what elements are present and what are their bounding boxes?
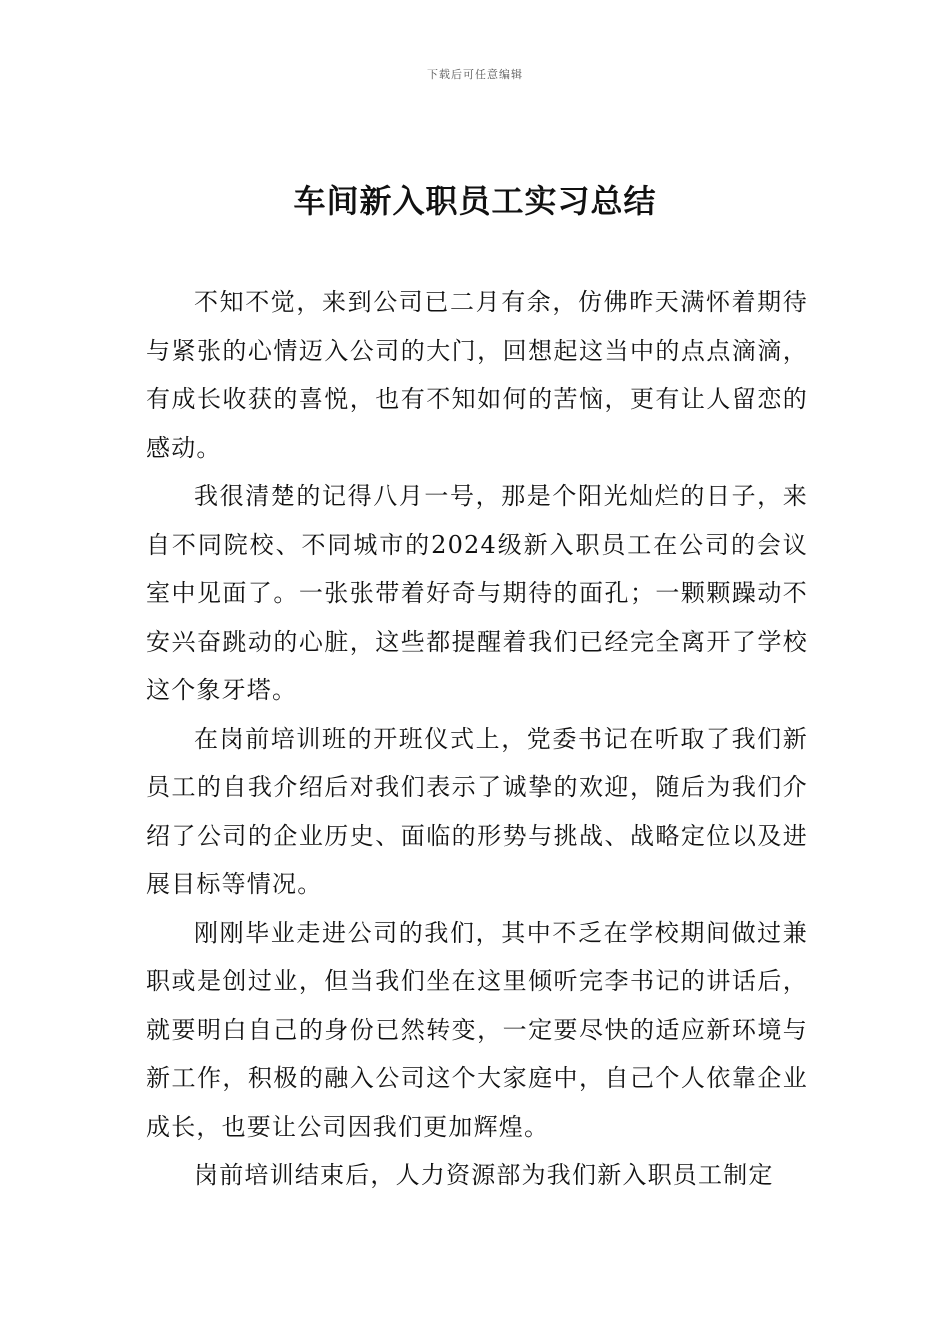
- paragraph-1: 不知不觉，来到公司已二月有余，仿佛昨天满怀着期待与紧张的心情迈入公司的大门，回想起这当中的点点滴滴，有成长收获的喜悦，也有不知如何的苦恼，更有让人留恋的感动。: [146, 288, 808, 462]
- document-body: [146, 278, 808, 1200]
- paragraph-4: 刚刚毕业走进公司的我们，其中不乏在学校期间做过兼职或是创过业，但当我们坐在这里倾听完李书记的讲话后，就要明白自己的身份已然转变，一定要尽快的适应新环境与新工作，积极的融入公司这个大家庭中，自己个人依靠企业成长，也要让公司因我们更加辉煌。: [146, 918, 808, 1141]
- header-note: 下载后可任意编辑: [427, 68, 523, 81]
- paragraph-5: 岗前培训结束后，人力资源部为我们新入职员工制定: [194, 1161, 774, 1189]
- paragraph-3: 在岗前培训班的开班仪式上，党委书记在听取了我们新员工的自我介绍后对我们表示了诚挚的欢迎，随后为我们介绍了公司的企业历史、面临的形势与挑战、战略定位以及进展目标等情况。: [146, 724, 808, 898]
- paragraph-2: 我很清楚的记得八月一号，那是个阳光灿烂的日子，来自不同院校、不同城市的2024级新入职员工在公司的会议室中见面了。一张张带着好奇与期待的面孔；一颗颗躁动不安兴奋跳动的心脏，这些都提醒着我们已经完全离开了学校这个象牙塔。: [146, 482, 808, 704]
- document-title: 车间新入职员工实习总结: [293, 182, 657, 220]
